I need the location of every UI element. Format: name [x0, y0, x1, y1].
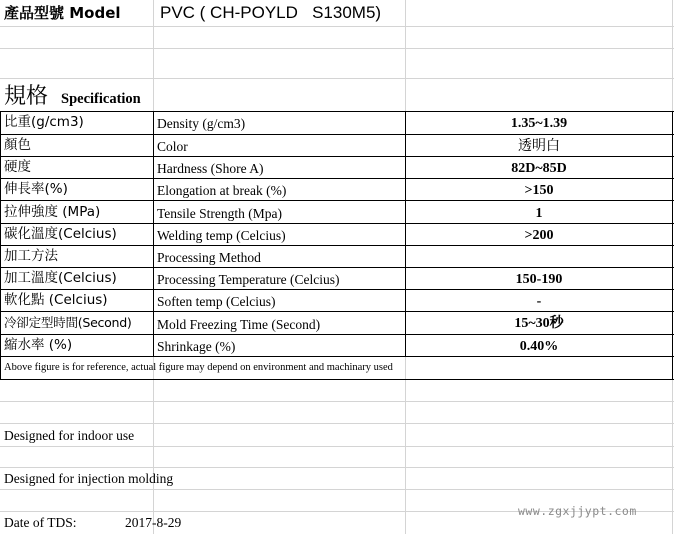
spec-label-en: Elongation at break (%) — [157, 183, 287, 198]
table-border — [0, 156, 674, 157]
table-border — [0, 200, 674, 201]
table-border — [0, 178, 674, 179]
spec-label-zh: 伸長率(%) — [4, 181, 68, 197]
spec-label-zh: 縮水率 (%) — [4, 337, 73, 353]
spec-value: 透明白 — [518, 138, 560, 154]
table-border — [0, 223, 674, 224]
spec-value: 82D~85D — [511, 161, 567, 176]
spec-label-zh: 拉伸強度 (MPa) — [4, 204, 101, 220]
spec-title-zh: 規格 — [4, 84, 49, 109]
spec-value: 1.35~1.39 — [510, 116, 568, 131]
grid-row-line — [0, 26, 674, 27]
spec-title-en: Specification — [61, 91, 141, 107]
table-border — [0, 379, 674, 380]
spec-value: - — [536, 294, 542, 309]
watermark: www.zgxjjypt.com — [518, 504, 637, 518]
grid-row-line — [0, 467, 674, 468]
spec-label-en: Soften temp (Celcius) — [157, 294, 276, 309]
note-indoor-use: Designed for indoor use — [4, 428, 135, 443]
spec-value: 1 — [535, 206, 543, 221]
table-border — [0, 245, 674, 246]
model-value: PVC ( CH-POYLD S130M5) — [160, 3, 382, 22]
model-label: 產品型號 Model — [4, 4, 121, 22]
date-value: 2017-8-29 — [125, 515, 182, 530]
spec-label-en: Processing Method — [157, 250, 261, 265]
spec-value: >200 — [524, 228, 554, 243]
grid-row-line — [0, 48, 674, 49]
spec-label-zh: 碳化溫度(Celcius) — [4, 226, 117, 242]
grid-row-line — [0, 423, 674, 424]
spec-label-en: Shrinkage (%) — [157, 339, 236, 354]
grid-row-line — [0, 401, 674, 402]
table-border — [153, 111, 154, 356]
table-border — [0, 334, 674, 335]
disclaimer-text: Above figure is for reference, actual figure may depend on environment and machinary used — [4, 362, 393, 373]
spec-label-zh: 硬度 — [4, 159, 31, 175]
table-border — [0, 134, 674, 135]
note-injection-molding: Designed for injection molding — [4, 471, 174, 486]
table-border — [0, 111, 674, 112]
grid-row-line — [0, 489, 674, 490]
grid-row-line — [0, 446, 674, 447]
spec-label-zh: 加工溫度(Celcius) — [4, 270, 117, 286]
spec-label-en: Hardness (Shore A) — [157, 161, 264, 176]
spec-value: >150 — [524, 183, 554, 198]
spec-label-zh: 比重(g/cm3) — [4, 114, 84, 130]
table-border — [0, 289, 674, 290]
spec-label-en: Color — [157, 139, 188, 154]
spec-label-en: Tensile Strength (Mpa) — [157, 206, 283, 221]
grid-row-line — [0, 78, 674, 79]
table-border — [0, 311, 674, 312]
spec-value: 15~30秒 — [514, 316, 564, 331]
date-label: Date of TDS: — [4, 515, 77, 530]
spec-value: 150-190 — [515, 272, 563, 287]
spec-label-en: Processing Temperature (Celcius) — [157, 272, 340, 287]
spec-label-en: Welding temp (Celcius) — [157, 228, 286, 243]
spec-label-en: Density (g/cm3) — [157, 116, 246, 131]
spec-label-zh: 軟化點 (Celcius) — [4, 292, 108, 308]
spec-label-zh: 加工方法 — [4, 248, 58, 264]
table-border — [0, 111, 1, 380]
spec-label-en: Mold Freezing Time (Second) — [157, 317, 321, 332]
spec-value: 0.40% — [519, 339, 559, 354]
table-border — [0, 267, 674, 268]
spec-label-zh: 冷卻定型時間(Second) — [4, 315, 132, 330]
spec-label-zh: 顏色 — [4, 137, 31, 153]
table-border — [0, 356, 674, 357]
